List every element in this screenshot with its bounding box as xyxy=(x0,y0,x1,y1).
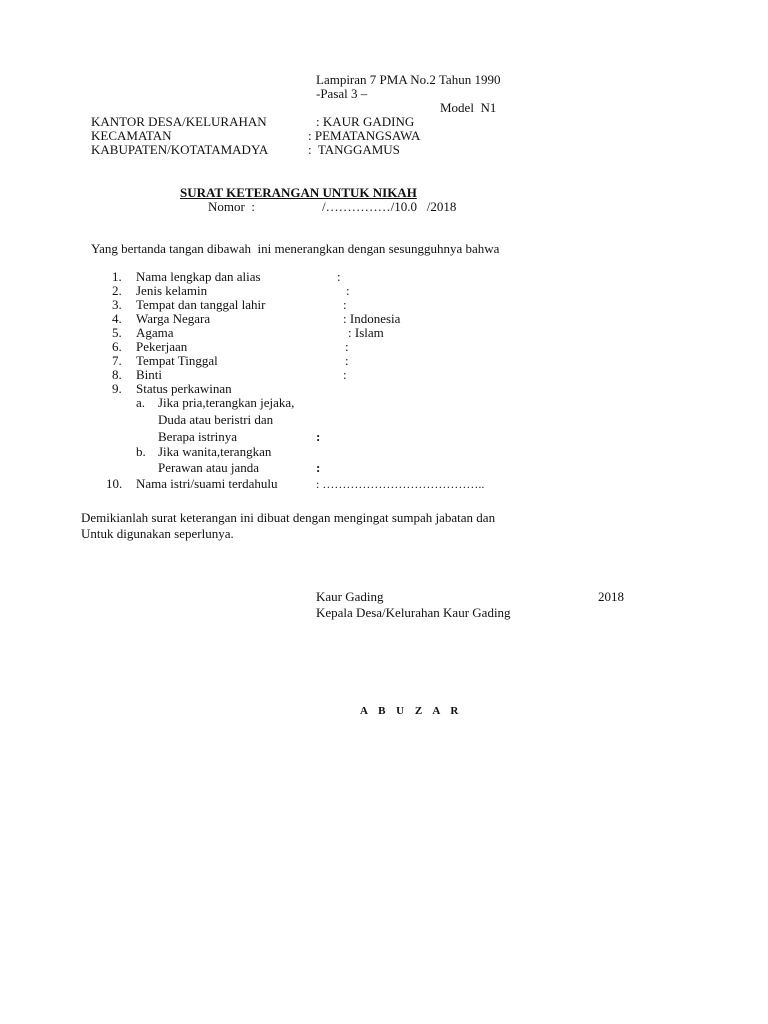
item-value: : xyxy=(345,339,349,354)
pasal-line: -Pasal 3 – xyxy=(316,86,368,101)
item-number: 5. xyxy=(112,325,122,340)
model-line: Model N1 xyxy=(440,100,497,115)
item-number: 8. xyxy=(112,367,122,382)
item-number: 2. xyxy=(112,283,122,298)
item-value: : xyxy=(343,297,347,312)
item-value: : ………………………………….. xyxy=(316,477,485,491)
status-a-line: Jika pria,terangkan jejaka, xyxy=(158,395,295,410)
lampiran-line: Lampiran 7 PMA No.2 Tahun 1990 xyxy=(316,72,501,87)
item-value: : Islam xyxy=(348,325,384,340)
item-value: : xyxy=(337,269,341,284)
office-value-kantor: : KAUR GADING xyxy=(316,114,415,129)
status-b-line: Jika wanita,terangkan xyxy=(158,444,272,459)
status-letter-b: b. xyxy=(136,444,146,459)
office-label-kantor: KANTOR DESA/KELURAHAN xyxy=(91,114,267,129)
item-number: 9. xyxy=(112,381,122,396)
intro-text: Yang bertanda tangan dibawah ini menerangkan dengan sesungguhnya bahwa xyxy=(91,241,500,256)
office-label-kabupaten: KABUPATEN/KOTATAMADYA xyxy=(91,142,269,157)
signature-name: A B U Z A R xyxy=(360,705,463,717)
item-label: Binti xyxy=(136,367,163,382)
item-number: 6. xyxy=(112,339,122,354)
item-value: : xyxy=(343,367,347,382)
status-b-line: Perawan atau janda xyxy=(158,460,260,475)
item-label: Jenis kelamin xyxy=(136,283,208,298)
document-title: SURAT KETERANGAN UNTUK NIKAH xyxy=(180,185,417,200)
item-label: Nama istri/suami terdahulu xyxy=(136,476,278,491)
status-a-colon: : xyxy=(316,429,321,444)
item-number: 4. xyxy=(112,311,122,326)
item-label: Tempat dan tanggal lahir xyxy=(136,297,266,312)
item-label: Status perkawinan xyxy=(136,381,232,396)
signature-place: Kaur Gading xyxy=(316,589,384,604)
signature-position: Kepala Desa/Kelurahan Kaur Gading xyxy=(316,605,511,620)
closing-text: Untuk digunakan seperlunya. xyxy=(81,526,234,541)
nomor-value: /……………/10.0 /2018 xyxy=(322,199,457,214)
item-value: : xyxy=(346,283,350,298)
office-value-kabupaten: : TANGGAMUS xyxy=(308,142,400,157)
status-a-line: Berapa istrinya xyxy=(158,429,238,444)
closing-text: Demikianlah surat keterangan ini dibuat dengan mengingat sumpah jabatan dan xyxy=(81,510,496,525)
item-label: Pekerjaan xyxy=(136,339,188,354)
item-label: Nama lengkap dan alias xyxy=(136,269,261,284)
office-label-kecamatan: KECAMATAN xyxy=(91,128,172,143)
nomor-label: Nomor : xyxy=(208,199,255,214)
item-label: Tempat Tinggal xyxy=(136,353,218,368)
item-number: 10. xyxy=(106,476,123,491)
item-number: 7. xyxy=(112,353,122,368)
office-value-kecamatan: : PEMATANGSAWA xyxy=(308,128,421,143)
status-letter-a: a. xyxy=(136,395,146,410)
item-value: : xyxy=(345,353,349,368)
item-number: 1. xyxy=(112,269,122,284)
item-number: 3. xyxy=(112,297,122,312)
status-a-line: Duda atau beristri dan xyxy=(158,412,274,427)
item-value: : Indonesia xyxy=(343,311,401,326)
signature-year: 2018 xyxy=(598,589,624,604)
item-label: Warga Negara xyxy=(136,311,211,326)
status-b-colon: : xyxy=(316,460,321,475)
item-label: Agama xyxy=(136,325,174,340)
